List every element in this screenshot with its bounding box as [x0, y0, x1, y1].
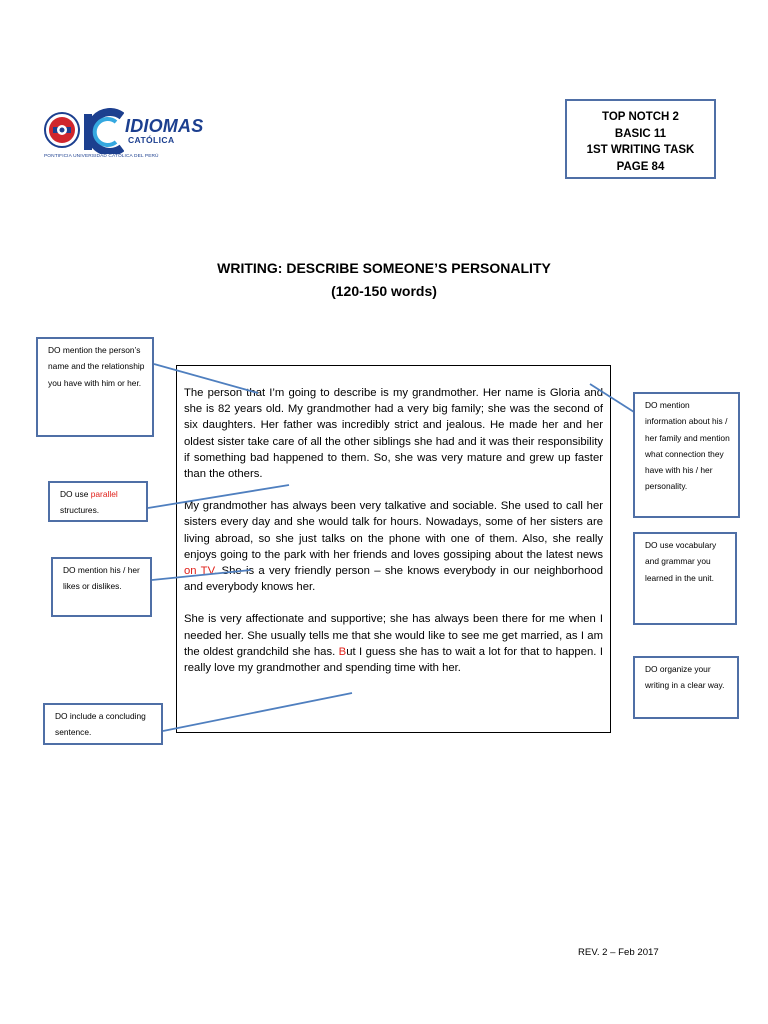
callout-organize-text: DO organize your writing in a clear way. — [645, 664, 725, 691]
revision-footer: REV. 2 – Feb 2017 — [578, 947, 659, 958]
callout-vocab-text: DO use vocabulary and grammar you learned in the unit. — [645, 540, 717, 583]
essay-paragraph-3-text-a: She is very affectionate and supportive; she has always been there for me when I needed her. She usually tells me that she would like to see me get married, as I am the oldest grandchild she has. — [184, 613, 603, 658]
connector-likes — [152, 570, 251, 580]
essay-highlight-but: B — [338, 645, 347, 658]
essay-highlight-on-tv: on TV — [184, 565, 215, 578]
connector-name — [154, 364, 258, 393]
callout-parallel-highlight: parallel — [90, 489, 118, 499]
page-reference: PAGE 84 — [616, 160, 665, 173]
callout-mention-name-text: DO mention the person’s name and the relationship you have with him or her. — [48, 345, 145, 388]
course-name: TOP NOTCH 2 — [602, 111, 679, 123]
essay-paragraph-2-text-a: My grandmother has always been very talkative and sociable. She used to call her sisters every day and she would talk for hours. Nowadays, some of her sisters are living abroad, so she just talks on the phone with one of them. Also, she really enjoys going to the park with her friends and loves gossiping about the latest news — [184, 500, 603, 561]
essay-paragraph-1-text: The person that I’m going to describe is my grandmother. Her name is Gloria and she is 82 years old. My grandmother had a very big family; she was the second of six daughters. Her father was incredibly strict and jealous. He made her and her oldest sister take care of all the other siblings she had and it was their responsibility if something bad happened to them. So, she was very mature and grew up faster than the others. — [184, 387, 603, 481]
callout-mention-name — [36, 337, 154, 437]
callout-likes-text: DO mention his / her likes or dislikes. — [63, 565, 140, 592]
course-level: BASIC 11 — [614, 127, 667, 140]
connector-conclude — [163, 693, 352, 731]
task-name: 1ST WRITING TASK — [586, 144, 695, 156]
connector-info — [590, 384, 634, 412]
logo-tagline: PONTIFICIA UNIVERSIDAD CATÓLICA DEL PERÚ — [44, 154, 159, 159]
word-count-subtitle: (120-150 words) — [331, 283, 437, 299]
essay-paragraph-2-text-b: . She is a very friendly person – she knows everybody in our neighborhood and everybody knows her. — [184, 565, 603, 594]
callout-conclude-text: DO include a concluding sentence. — [55, 711, 146, 738]
logo-brand-text: IDIOMAS — [125, 116, 204, 136]
callout-info-text: DO mention information about his / her family and mention what connection they have with his / her personality. — [645, 400, 730, 492]
callout-organize-writing — [633, 656, 739, 719]
callout-family-information — [633, 392, 740, 518]
callout-vocabulary-grammar — [633, 532, 737, 625]
callout-likes-dislikes — [51, 557, 152, 617]
callout-parallel-structures — [48, 481, 148, 522]
callout-parallel-text-b: structures. — [60, 505, 100, 516]
essay-paragraph-3-text-b: ut I guess she has to wait a lot for that to happen. I really love my grandmother and spending time with her. — [184, 645, 603, 675]
callout-concluding-sentence — [43, 703, 163, 745]
page-title: WRITING: DESCRIBE SOMEONE’S PERSONALITY — [217, 260, 551, 276]
connector-parallel — [148, 485, 289, 508]
callout-parallel-text-a: DO use — [60, 489, 91, 499]
logo-brand-subtext: CATÓLICA — [128, 135, 175, 145]
